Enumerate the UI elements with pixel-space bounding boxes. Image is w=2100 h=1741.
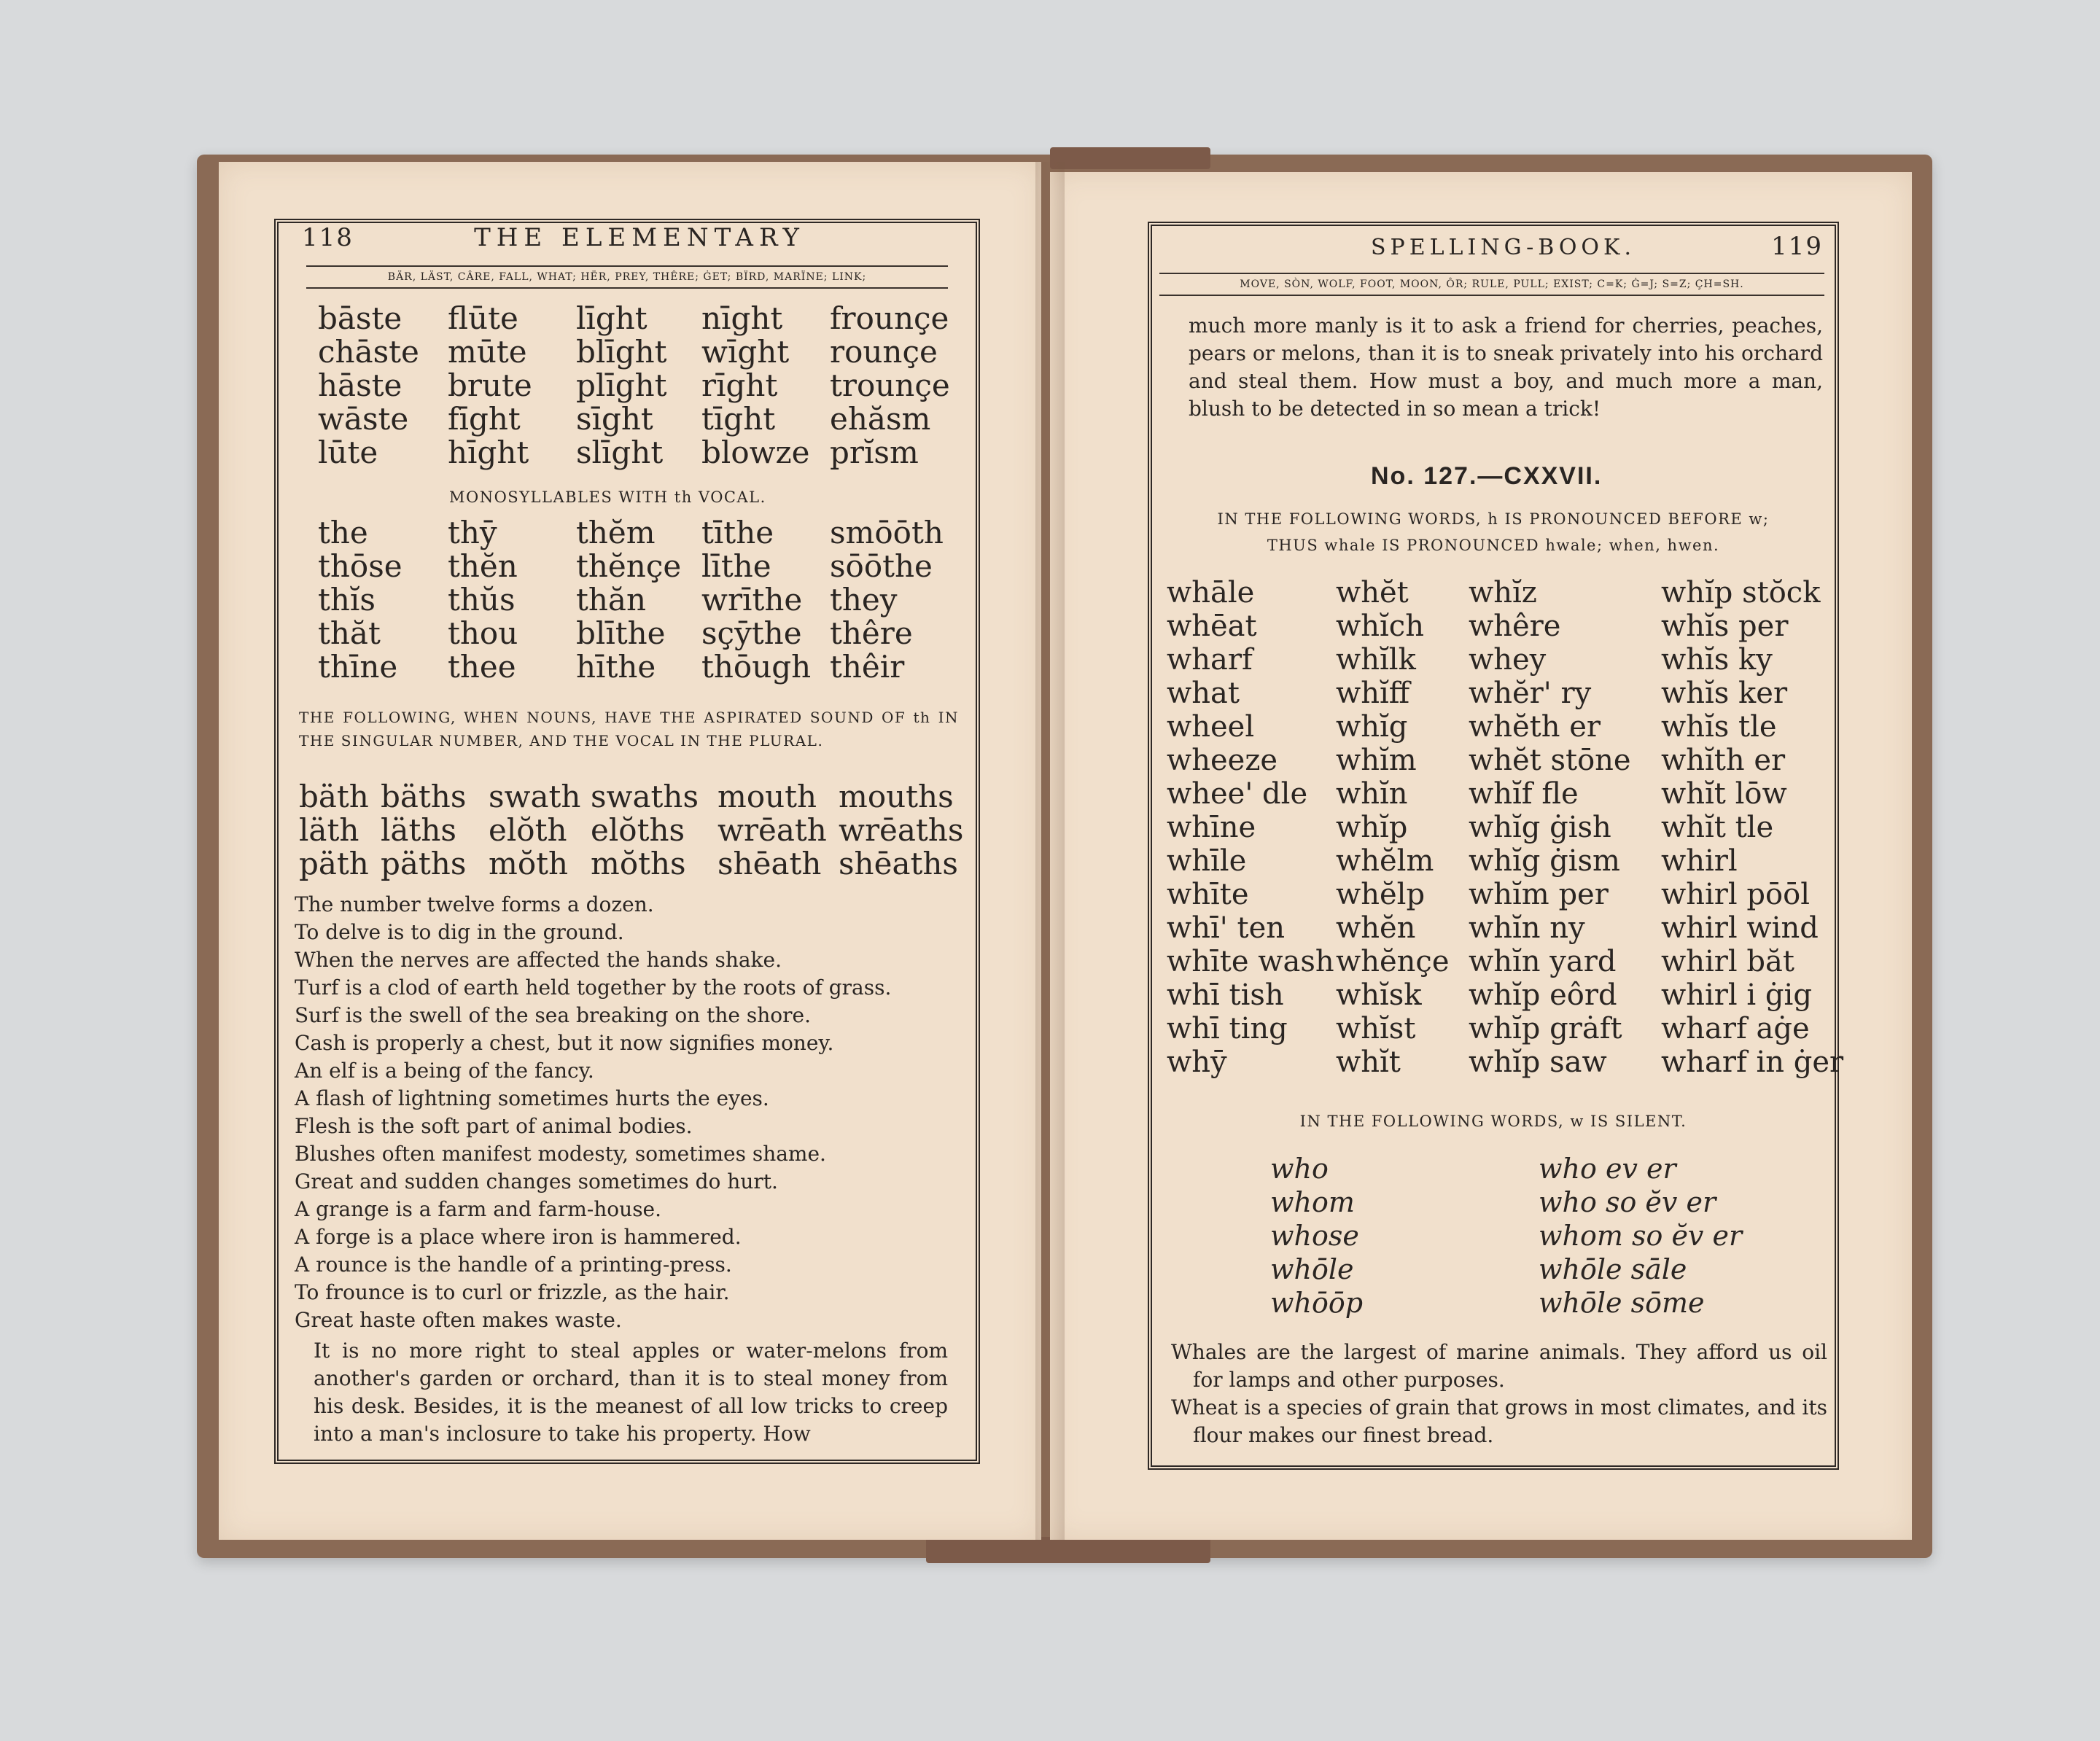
- word-cell: mouth: [718, 779, 817, 814]
- word-cell: thĕnçe: [576, 548, 682, 584]
- silent-w-label: IN THE FOLLOWING WORDS, w IS SILENT.: [1299, 1113, 1687, 1130]
- wh-word-cell: whirl: [1661, 844, 1738, 878]
- word-cell: bāste: [318, 300, 402, 336]
- wh-word-cell: whĭz: [1469, 576, 1537, 609]
- word-cell: tīthe: [701, 515, 774, 550]
- word-cell: tīght: [701, 401, 776, 437]
- wh-word-cell: wheeze: [1167, 744, 1278, 777]
- rule-line-1: IN THE FOLLOWING WORDS, h IS PRONOUNCED BEFORE w;: [1217, 510, 1770, 528]
- wh-word-cell: whĕt stōne: [1469, 744, 1631, 777]
- word-cell: hīthe: [576, 649, 656, 685]
- wh-word-cell: whĭf fle: [1469, 777, 1579, 811]
- label-plural-rule: THE FOLLOWING, WHEN NOUNS, HAVE THE ASPIRATED SOUND OF th IN THE SINGULAR NUMBER, AND THE VOCAL IN THE PLURAL.: [299, 709, 959, 749]
- word-cell: smōōth: [830, 515, 944, 550]
- sentence-line: Blushes often manifest modesty, sometimes shame.: [295, 1142, 826, 1166]
- wh-word-cell: whī tish: [1167, 978, 1284, 1012]
- word-cell: sīght: [576, 401, 653, 437]
- word-cell: blīght: [576, 334, 667, 370]
- silent-w-right-column: [1539, 1152, 1742, 1320]
- word-cell: läths: [381, 812, 456, 848]
- wh-word-cell: whirl i ġig: [1661, 978, 1812, 1012]
- right-running-title: SPELLING-BOOK.: [1371, 235, 1636, 260]
- silent-w-left-column: [1270, 1152, 1363, 1320]
- silent-w-word: whōōp: [1270, 1287, 1364, 1319]
- wh-word-cell: whīle: [1167, 844, 1247, 878]
- word-cell: swath: [489, 779, 581, 814]
- wh-word-cell: wharf aġe: [1661, 1012, 1810, 1045]
- word-cell: mŏth: [489, 846, 569, 881]
- word-cell: fīght: [448, 401, 521, 437]
- wh-word-cell: whĭp grȧft: [1469, 1012, 1622, 1045]
- wh-word-cell: whĕn: [1336, 911, 1416, 945]
- wh-word-cell: whey: [1469, 643, 1547, 677]
- wh-word-cell: whĭm: [1336, 744, 1417, 777]
- rule-line-2: THUS whale IS PRONOUNCED hwale; when, hwen.: [1267, 537, 1720, 554]
- silent-w-word: who so ĕv er: [1539, 1186, 1716, 1218]
- sentence-line: A rounce is the handle of a printing-press.: [295, 1253, 732, 1277]
- word-cell: thōse: [318, 548, 402, 584]
- word-cell: elŏth: [489, 812, 567, 848]
- word-cell: mouths: [839, 779, 954, 814]
- sentence-line: A flash of lightning sometimes hurts the eyes.: [295, 1086, 769, 1110]
- left-running-title: THE ELEMENTARY: [474, 223, 805, 252]
- word-cell: blīthe: [576, 615, 666, 651]
- sentence-line: Surf is the swell of the sea breaking on the shore.: [295, 1003, 811, 1027]
- word-cell: thăt: [318, 615, 381, 651]
- silent-w-word: whom: [1270, 1186, 1355, 1218]
- word-cell: ehăsm: [830, 401, 931, 437]
- word-cell: wrīthe: [701, 582, 803, 618]
- word-cell: päths: [381, 846, 467, 881]
- word-cell: līght: [576, 300, 648, 336]
- word-cell: läth: [299, 812, 359, 848]
- word-cell: wīght: [701, 334, 790, 370]
- word-cell: elŏths: [591, 812, 685, 848]
- silent-w-word: who: [1270, 1153, 1329, 1185]
- left-running-head: [302, 223, 951, 252]
- silent-w-word: whōle sāle: [1539, 1253, 1687, 1285]
- wh-word-cell: wharf: [1167, 643, 1253, 677]
- wh-word-cell: what: [1167, 677, 1240, 710]
- wh-word-cell: whĭt lōw: [1661, 777, 1787, 811]
- wh-word-cell: whĭm per: [1469, 878, 1609, 911]
- sentence-list: [295, 891, 965, 1334]
- word-cell: thou: [448, 615, 518, 651]
- wh-word-cell: whĭt tle: [1661, 811, 1774, 844]
- sentence-line: Flesh is the soft part of animal bodies.: [295, 1114, 693, 1138]
- word-cell: thŭs: [448, 582, 516, 618]
- word-cell: bäths: [381, 779, 467, 814]
- silent-w-word: whōle: [1270, 1253, 1354, 1285]
- left-closing-paragraph: It is no more right to steal apples or water-melons from another's garden or orchard, than it is to steal money from his desk. Besides, it is the meanest of all low tricks to creep into a man's inclosure to take his property. How: [314, 1339, 948, 1446]
- word-cell: the: [318, 515, 368, 550]
- word-cell: shēath: [718, 846, 822, 881]
- word-table-1: [318, 302, 961, 470]
- word-cell: thȳ: [448, 515, 497, 550]
- wh-word-cell: whāle: [1167, 576, 1255, 609]
- book-gutter: [1035, 162, 1065, 1540]
- sentence-line: Turf is a clod of earth held together by the roots of grass.: [295, 975, 892, 1000]
- word-cell: thĭs: [318, 582, 376, 618]
- wh-word-cell: whĭn: [1336, 777, 1408, 811]
- word-cell: slīght: [576, 435, 664, 470]
- silent-w-word: whom so ĕv er: [1539, 1220, 1743, 1252]
- right-running-head: [1159, 232, 1823, 261]
- wh-word-cell: whĭlk: [1336, 643, 1416, 677]
- word-cell: hāste: [318, 367, 402, 403]
- word-cell: thee: [448, 649, 516, 685]
- silent-w-word: who ev er: [1539, 1153, 1676, 1185]
- wh-word-cell: whĭch: [1336, 609, 1424, 643]
- wh-word-cell: whirl pōōl: [1661, 878, 1810, 911]
- wh-word-cell: whĕnçe: [1336, 945, 1450, 978]
- word-cell: thīne: [318, 649, 398, 685]
- right-opening-paragraph: much more manly is it to ask a friend for cherries, peaches, pears or melons, than it is to sneak privately into his orchard and steal them. How must a boy, and much more a man, blush to be detected in so mean a trick!: [1189, 313, 1823, 421]
- wh-word-cell: wheel: [1167, 710, 1255, 744]
- word-cell: thêre: [830, 615, 913, 651]
- wh-word-table: [1167, 576, 1844, 1079]
- word-cell: sōōthe: [830, 548, 933, 584]
- word-cell: mŏths: [591, 846, 686, 881]
- wh-word-cell: whĕth er: [1469, 710, 1601, 744]
- wh-word-cell: whĭp eôrd: [1469, 978, 1617, 1012]
- wh-word-cell: whēat: [1167, 609, 1257, 643]
- wh-word-cell: whĕt: [1336, 576, 1409, 609]
- word-cell: chāste: [318, 334, 419, 370]
- sentence-line: To frounce is to curl or frizzle, as the hair.: [295, 1280, 730, 1304]
- sentence-line: Great and sudden changes sometimes do hurt.: [295, 1169, 778, 1193]
- sentence-line: To delve is to dig in the ground.: [295, 920, 624, 944]
- wh-word-cell: whĭg ġism: [1469, 844, 1620, 878]
- left-pronunciation-key: BÄR, LÄST, CÂRE, FALL, WHAT; HËR, PREY, THÊRE; ĠET; BÏRD, MARÏNE; LINK;: [306, 265, 948, 289]
- word-cell: bäth: [299, 779, 369, 814]
- wh-word-cell: whȳ: [1167, 1045, 1227, 1079]
- wh-word-cell: whirl băt: [1661, 945, 1794, 978]
- word-cell: rounçe: [830, 334, 938, 370]
- word-cell: thōugh: [701, 649, 812, 685]
- sentence-line: The number twelve forms a dozen.: [295, 892, 654, 916]
- word-cell: līthe: [701, 548, 771, 584]
- label-th-vocal: MONOSYLLABLES WITH th VOCAL.: [449, 488, 766, 506]
- wh-word-cell: wharf in ġer: [1661, 1045, 1844, 1079]
- wh-word-cell: whīte: [1167, 878, 1249, 911]
- word-cell: wrēaths: [839, 812, 964, 848]
- wh-word-cell: whĭs per: [1661, 609, 1789, 643]
- wh-word-cell: whĭt: [1336, 1045, 1401, 1079]
- sentence-line: When the nerves are affected the hands shake.: [295, 948, 782, 972]
- wh-word-cell: whĭff: [1336, 677, 1410, 710]
- wh-word-cell: whĭs ky: [1661, 643, 1773, 677]
- wh-word-cell: whī' ten: [1167, 911, 1286, 945]
- word-cell: swaths: [591, 779, 699, 814]
- sentence-line: Great haste often makes waste.: [295, 1308, 622, 1332]
- word-cell: thĕm: [576, 515, 656, 550]
- wh-word-cell: whĕlp: [1336, 878, 1426, 911]
- word-cell: rīght: [701, 367, 778, 403]
- closing-sentence: Wheat is a species of grain that grows in most climates, and its flour makes our finest bread.: [1171, 1395, 1827, 1447]
- sentence-line: Cash is properly a chest, but it now signifies money.: [295, 1031, 834, 1055]
- silent-w-word: whose: [1270, 1220, 1359, 1252]
- wh-word-cell: whī ting: [1167, 1012, 1288, 1045]
- wh-word-cell: whĭth er: [1661, 744, 1786, 777]
- wh-word-cell: whee' dle: [1167, 777, 1308, 811]
- closing-sentence: Whales are the largest of marine animals. They afford us oil for lamps and other purposes.: [1171, 1340, 1827, 1392]
- wh-word-cell: whĕr' ry: [1469, 677, 1592, 710]
- wh-word-cell: whêre: [1469, 609, 1561, 643]
- word-table-3: [299, 779, 964, 881]
- word-cell: prĭsm: [830, 435, 919, 470]
- word-cell: lūte: [318, 435, 378, 470]
- wh-word-cell: whīte wash: [1167, 945, 1334, 978]
- word-cell: they: [830, 582, 898, 618]
- wh-word-cell: whirl wind: [1661, 911, 1819, 945]
- sentence-line: A grange is a farm and farm-house.: [295, 1197, 662, 1221]
- word-cell: nīght: [701, 300, 783, 336]
- word-cell: mūte: [448, 334, 527, 370]
- right-pronunciation-key: MOVE, SÒN, WOLF, FOOT, MOON, ÔR; RULE, PULL; EXIST; C=K; Ġ=J; S=Z; ÇH=SH.: [1159, 273, 1824, 296]
- spine-cloth-top: [1050, 147, 1210, 169]
- wh-word-cell: whĭs ker: [1661, 677, 1788, 710]
- word-cell: trounçe: [830, 367, 950, 403]
- word-cell: wāste: [318, 401, 409, 437]
- wh-word-cell: whīne: [1167, 811, 1256, 844]
- word-cell: brute: [448, 367, 532, 403]
- word-cell: thêir: [830, 649, 905, 685]
- right-page-number: 119: [1771, 232, 1823, 261]
- word-cell: thĕn: [448, 548, 518, 584]
- word-cell: plīght: [576, 367, 667, 403]
- wh-word-cell: whĭg: [1336, 710, 1408, 744]
- word-cell: päth: [299, 846, 369, 881]
- right-closing-sentences: [1171, 1339, 1827, 1449]
- word-cell: blowze: [701, 435, 810, 470]
- word-cell: frounçe: [830, 300, 949, 336]
- word-cell: thăn: [576, 582, 647, 618]
- word-cell: shēaths: [839, 846, 958, 881]
- wh-word-cell: whĭg ġish: [1469, 811, 1611, 844]
- word-cell: sçȳthe: [701, 615, 802, 651]
- sentence-line: An elf is a being of the fancy.: [295, 1059, 594, 1083]
- wh-word-cell: whĭp: [1336, 811, 1408, 844]
- word-cell: wrēath: [718, 812, 827, 848]
- left-page-number: 118: [302, 223, 354, 252]
- wh-word-cell: whĭp saw: [1469, 1045, 1607, 1079]
- lesson-heading: No. 127.—CXXVII.: [1371, 462, 1603, 490]
- wh-word-cell: whĭs tle: [1661, 710, 1777, 744]
- word-cell: hīght: [448, 435, 529, 470]
- wh-word-cell: whĭst: [1336, 1012, 1416, 1045]
- wh-word-cell: whĕlm: [1336, 844, 1434, 878]
- word-cell: flūte: [448, 300, 518, 336]
- sentence-line: A forge is a place where iron is hammered.: [295, 1225, 742, 1249]
- wh-word-cell: whĭp stŏck: [1661, 576, 1821, 609]
- silent-w-word: whōle sōme: [1539, 1287, 1705, 1319]
- word-table-2: [318, 516, 961, 684]
- wh-word-cell: whĭn ny: [1469, 911, 1585, 945]
- wh-word-cell: whĭsk: [1336, 978, 1422, 1012]
- wh-word-cell: whĭn yard: [1469, 945, 1617, 978]
- spine-cloth-bottom: [926, 1537, 1210, 1563]
